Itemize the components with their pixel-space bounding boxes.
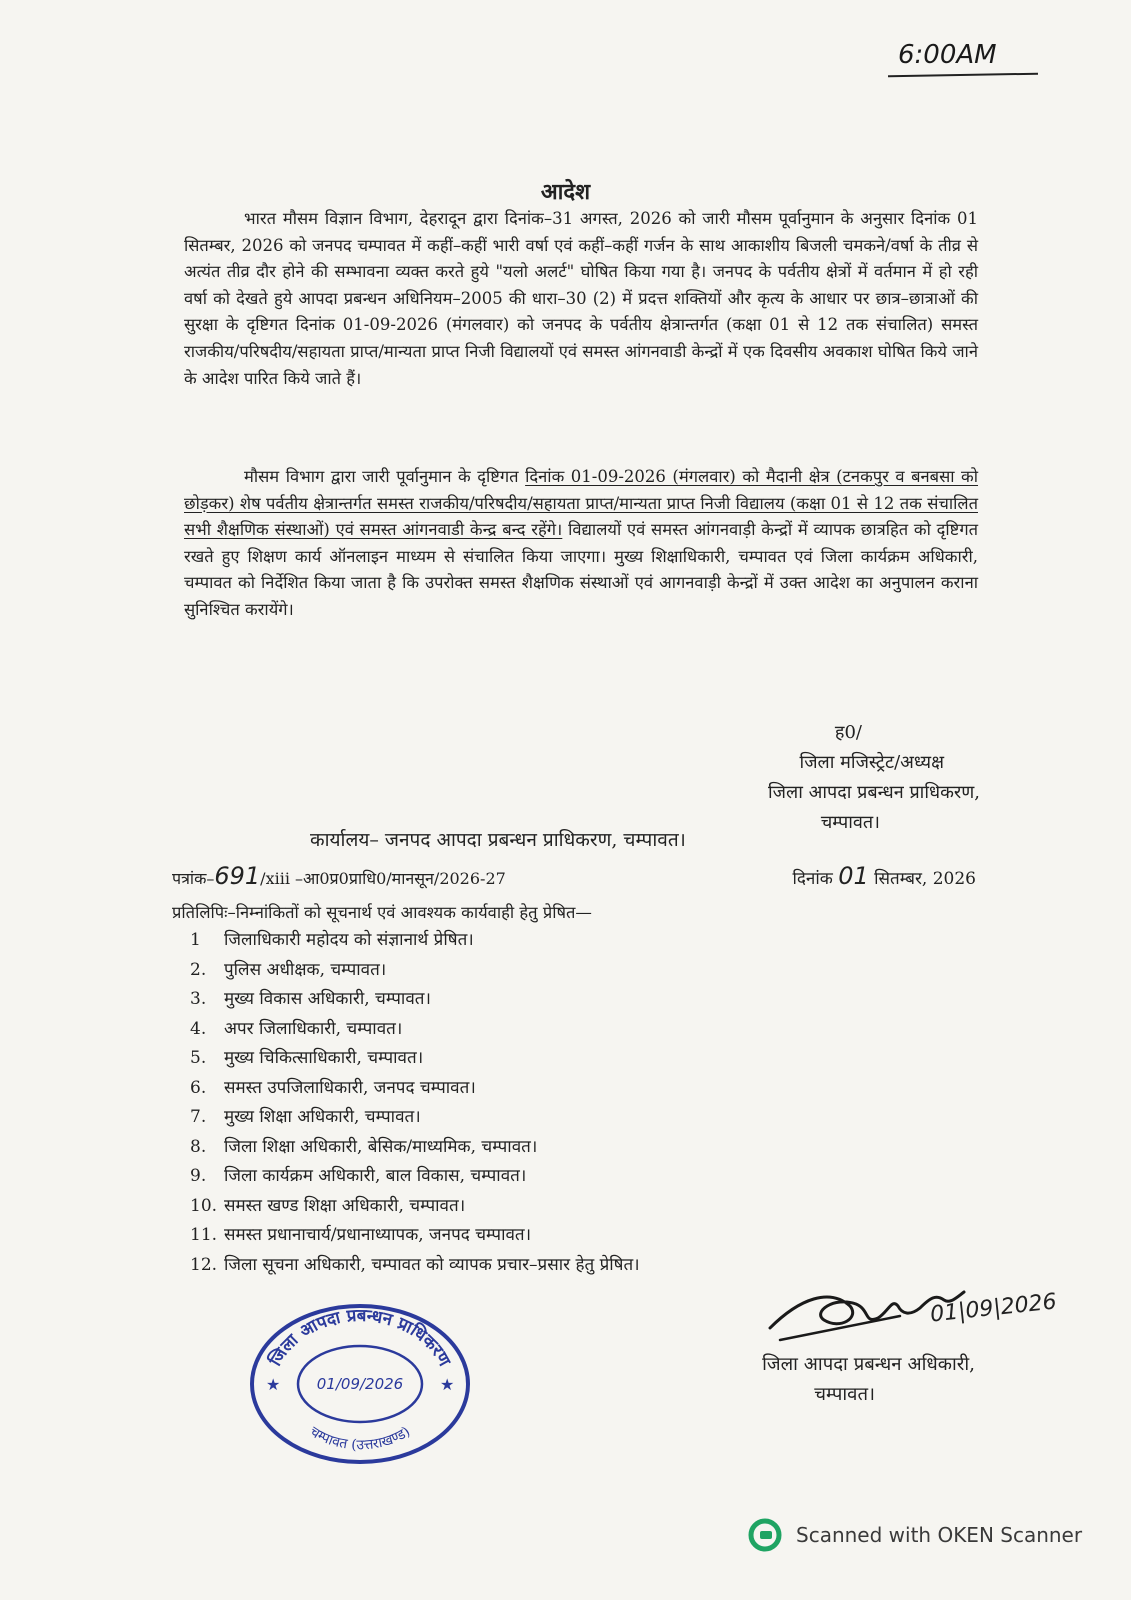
list-item-text: मुख्य शिक्षा अधिकारी, चम्पावत। — [224, 1107, 421, 1127]
copy-intro: प्रतिलिपिः–निम्नांकितों को सूचनार्थ एवं आवश्यक कार्यवाही हेतु प्रेषित— — [172, 903, 592, 922]
list-item-text: समस्त खण्ड शिक्षा अधिकारी, चम्पावत। — [224, 1195, 466, 1216]
paragraph-2-rest: विद्यालयों एवं समस्त आंगनवाड़ी केन्द्रों में व्यापक छात्रहित को दृष्टिगत रखते हुए शिक्षण कार्य ऑनलाइन माध्यम से संचालित किया जाएगा। मुख्य शिक्षाधिकारी, चम्पावत एवं जिला कार्यक्रम अधिकारी, चम्पावत को निर्देशित किया जाता है कि उपरोक्त समस्त शैक्षणिक संस्थाओं एवं आगनवाड़ी केन्द्रों में उक्त आदेश का अनुपालन कराना सुनिश्चित करायेंगे। — [184, 520, 979, 619]
list-item — [190, 1251, 640, 1281]
order-paragraph-2 — [184, 464, 978, 624]
office-stamp-icon — [244, 1296, 476, 1466]
list-item — [190, 1074, 640, 1104]
signatory-title: जिला मजिस्ट्रेट/अध्यक्ष — [799, 752, 944, 773]
magistrate-signature-block — [700, 718, 980, 838]
stamp-text: जिला आपदा प्रबन्धन प्राधिकरण — [265, 1305, 455, 1370]
reference-row — [172, 862, 982, 890]
list-item-number: 3. — [190, 989, 207, 1009]
list-item-text: समस्त प्रधानाचार्य/प्रधानाध्यापक, जनपद चम्पावत। — [224, 1225, 532, 1245]
stamp-bottom-text: चम्पावत (उत्तराखण्ड) — [306, 1423, 414, 1454]
list-item — [190, 1133, 640, 1163]
list-item-number: 5. — [190, 1048, 207, 1068]
list-item — [190, 926, 640, 956]
officer-place: चम्पावत। — [814, 1384, 875, 1405]
signature-date: 01|09|2026 — [929, 1289, 1058, 1328]
list-item-text: पुलिस अधीक्षक, चम्पावत। — [224, 959, 387, 980]
list-item-text: मुख्य विकास अधिकारी, चम्पावत। — [224, 989, 431, 1009]
signatory-authority: जिला आपदा प्रबन्धन प्राधिकरण, — [767, 782, 980, 803]
list-item-number: 9. — [190, 1166, 207, 1186]
list-item — [190, 1192, 640, 1222]
list-item-number: 11. — [190, 1225, 218, 1245]
order-title: आदेश — [540, 179, 591, 205]
list-item-number: 4. — [190, 1018, 207, 1039]
order-paragraph-1: भारत मौसम विज्ञान विभाग, देहरादून द्वारा दिनांक–31 अगस्त, 2026 को जारी मौसम पूर्वानुमान के अनुसार दिनांक 01 सितम्बर, 2026 को जनपद चम्पावत में कहीं–कहीं भारी वर्षा एवं कहीं–कहीं गर्जन के साथ आकाशीय बिजली चमकने/वर्षा के तीव्र से अत्यंत तीव्र दौर होने की सम्भावना व्यक्त करते हुये "यलो अलर्ट" घोषित किया गया है। जनपद के पर्वतीय क्षेत्रों में वर्तमान में हो रही वर्षा को देखते हुये आपदा प्रबन्धन अधिनियम–2005 की धारा–30 (2) में प्रदत्त शक्तियों और कृत्य के आधार पर छात्र–छात्राओं की सुरक्षा के दृष्टिगत दिनांक 01-09-2026 (मंगलवार) को जनपद के पर्वतीय क्षेत्रान्तर्गत (कक्षा 01 से 12 तक संचालित) समस्त राजकीय/परिषदीय/सहायता प्राप्त/मान्यता प्राप्त निजी विद्यालयों एवं समस्त आंगनवाडी केन्द्रों में एक दिवसीय अवकाश घोषित किये जाने के आदेश पारित किये जाते हैं। — [184, 209, 978, 388]
list-item — [190, 1103, 640, 1133]
list-item-text: समस्त उपजिलाधिकारी, जनपद चम्पावत। — [224, 1077, 476, 1098]
scanner-watermark — [748, 1518, 1082, 1552]
svg-text:चम्पावत (उत्तराखण्ड) — [307, 1424, 414, 1454]
date-day: 01 — [838, 862, 869, 890]
list-item-text: जिला कार्यक्रम अधिकारी, बाल विकास, चम्पावत। — [224, 1166, 527, 1186]
date-month-year: सितम्बर, 2026 — [874, 869, 976, 889]
date-label: दिनांक — [792, 869, 833, 889]
list-item-number: 8. — [190, 1136, 207, 1157]
list-item-number: 6. — [190, 1077, 207, 1098]
list-item-text: मुख्य चिकित्साधिकारी, चम्पावत। — [224, 1048, 424, 1068]
list-item — [190, 1015, 640, 1045]
list-item — [190, 1162, 640, 1192]
paragraph-2-underlined: दिनांक 01-09-2026 (मंगलवार) को मैदानी क्षेत्र (टनकपुर व बनबसा को छोड़कर) शेष पर्वतीय क्षेत्रान्तर्गत समस्त राजकीय/परिषदीय/सहायता प्राप्त/मान्यता प्राप्त निजी विद्यालय (कक्षा 01 से 12 तक संचालित सभी शैक्षणिक संस्थाओं) एवं समस्त आंगनवाडी केन्द्र बन्द रहेंगे। — [184, 467, 979, 540]
reference-number: 691 — [214, 862, 261, 890]
office-line: कार्यालय– जनपद आपदा प्रबन्धन प्राधिकरण, चम्पावत। — [310, 829, 686, 851]
handwritten-time: 6:00AM — [898, 40, 997, 70]
officer-title: जिला आपदा प्रबन्धन अधिकारी, — [762, 1354, 975, 1375]
paragraph-2-lead: मौसम विभाग द्वारा जारी पूर्वानुमान के दृष्टिगत — [244, 467, 526, 486]
scanner-text: Scanned with OKEN Scanner — [796, 1523, 1083, 1547]
reference-date — [792, 862, 976, 890]
list-item — [190, 1044, 640, 1074]
list-item-number: 2. — [190, 959, 207, 980]
list-item-number: 10. — [190, 1195, 218, 1216]
list-item-text: अपर जिलाधिकारी, चम्पावत। — [224, 1018, 403, 1039]
list-item-text: जिला शिक्षा अधिकारी, बेसिक/माध्यमिक, चम्पावत। — [224, 1136, 538, 1157]
svg-text:जिला आपदा प्रबन्धन प्राधिकरण — [264, 1306, 454, 1371]
svg-text:★: ★ — [266, 1375, 281, 1394]
time-underline — [888, 73, 1038, 78]
reference-suffix: /xiii –आ0प्र0प्राधि0/मानसून/2026-27 — [260, 869, 506, 888]
disaster-officer-block — [690, 1350, 975, 1410]
copy-recipient-list — [190, 926, 640, 1280]
list-item — [190, 1221, 640, 1251]
oken-scanner-logo-icon — [748, 1518, 782, 1552]
list-item — [190, 985, 640, 1015]
reference-prefix: पत्रांक– — [172, 869, 215, 888]
stamp-date: 01/09/2026 — [316, 1375, 404, 1393]
signed-mark: ह0/ — [834, 722, 862, 743]
list-item-text: जिला सूचना अधिकारी, चम्पावत को व्यापक प्रचार–प्रसार हेतु प्रेषित। — [224, 1254, 640, 1275]
list-item — [190, 956, 640, 986]
list-item-number: 1 — [190, 930, 201, 950]
list-item-number: 7. — [190, 1107, 207, 1127]
list-item-text: जिलाधिकारी महोदय को संज्ञानार्थ प्रेषित। — [224, 930, 474, 950]
svg-text:★: ★ — [440, 1375, 455, 1394]
list-item-number: 12. — [190, 1254, 218, 1275]
signatory-place: चम्पावत। — [820, 812, 880, 833]
